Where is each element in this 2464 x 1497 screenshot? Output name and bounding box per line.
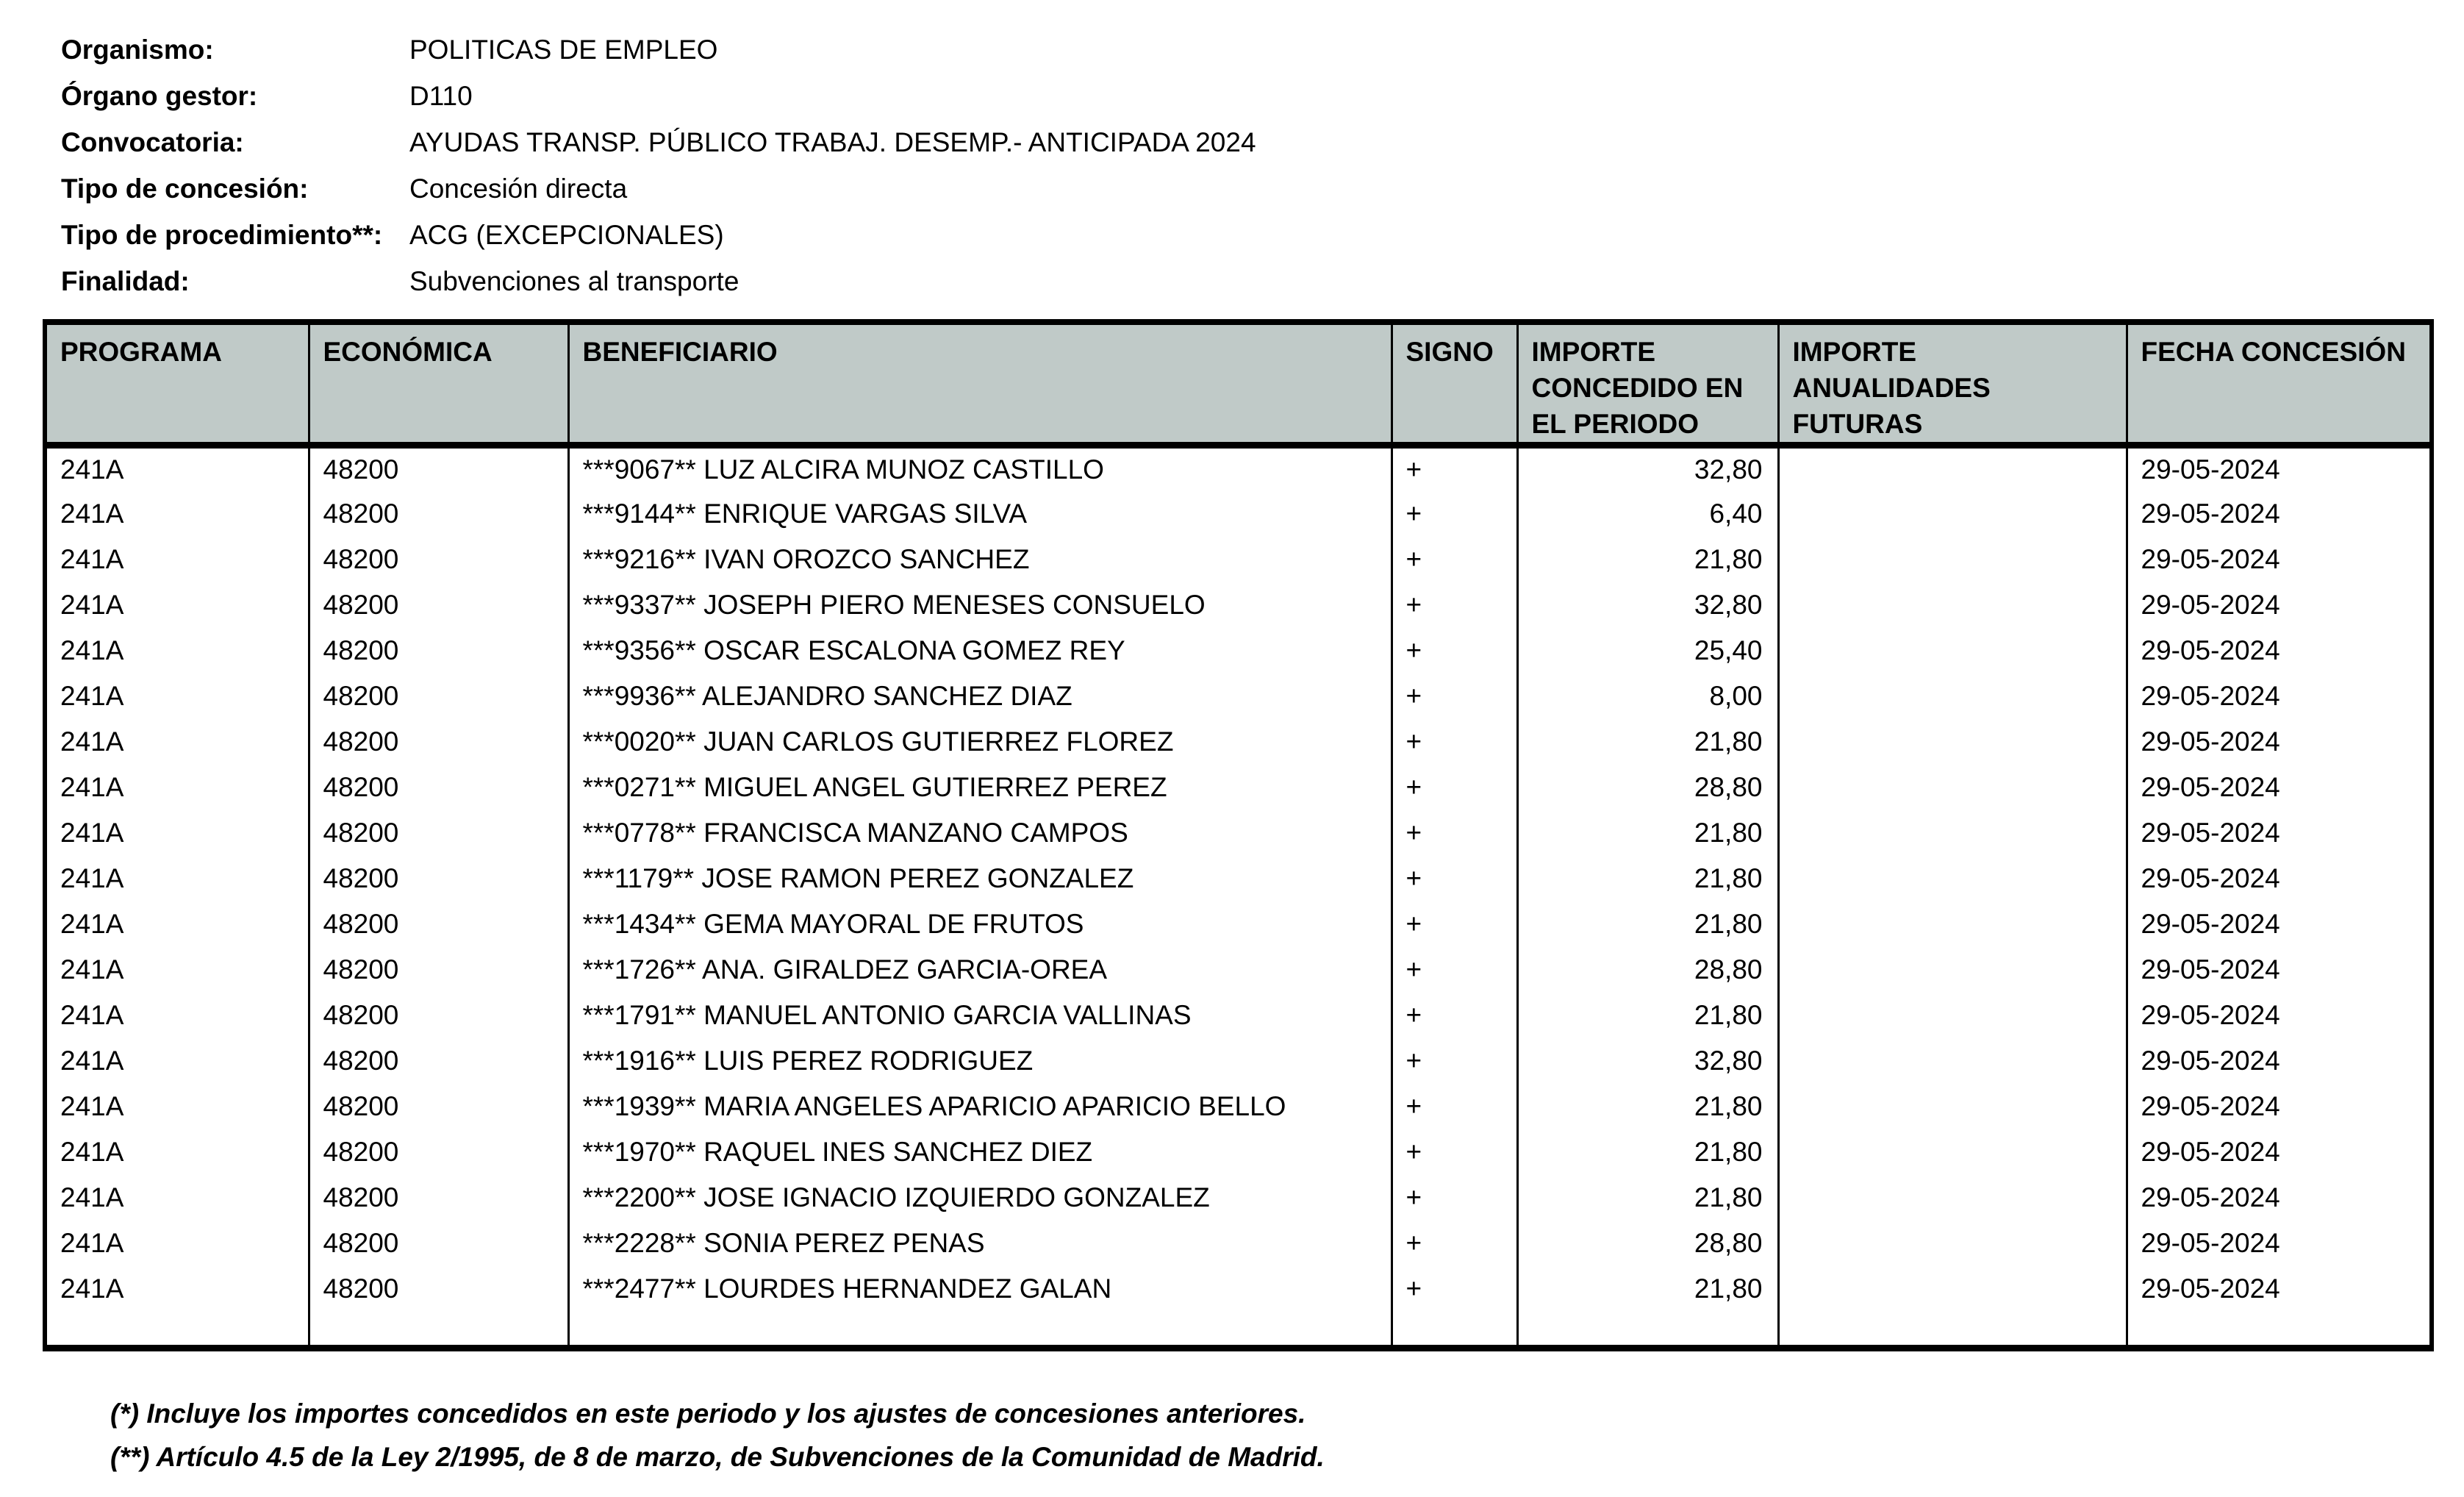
beneficiario-cell: ***2477** LOURDES HERNANDEZ GALAN (568, 1266, 1392, 1312)
signo-cell: + (1392, 901, 1517, 947)
fecha-concesion-cell: 29-05-2024 (2127, 765, 2432, 810)
table-row (45, 901, 2432, 947)
beneficiario-cell: ***0020** JUAN CARLOS GUTIERREZ FLOREZ (568, 719, 1392, 765)
signo-cell: + (1392, 1038, 1517, 1084)
fecha-concesion-cell: 29-05-2024 (2127, 993, 2432, 1038)
signo-cell: + (1392, 856, 1517, 901)
table-row (45, 1175, 2432, 1221)
importe-concedido-cell: 21,80 (1517, 1084, 1778, 1129)
metadata-row (61, 165, 1256, 212)
signo-cell: + (1392, 491, 1517, 537)
signo-cell: + (1392, 1175, 1517, 1221)
importe-concedido-cell: 6,40 (1517, 491, 1778, 537)
signo-cell: + (1392, 947, 1517, 993)
spacer-cell (2127, 1312, 2432, 1348)
signo-cell: + (1392, 1129, 1517, 1175)
economica-cell: 48200 (309, 674, 568, 719)
concessions-table (43, 319, 2434, 1351)
column-header-importe-anualidades: IMPORTE ANUALIDADES FUTURAS (1778, 322, 2127, 446)
programa-cell: 241A (45, 1084, 309, 1129)
programa-cell: 241A (45, 628, 309, 674)
economica-cell: 48200 (309, 901, 568, 947)
metadata-label: Órgano gestor: (61, 80, 258, 111)
spacer-cell (309, 1312, 568, 1348)
fecha-concesion-cell: 29-05-2024 (2127, 674, 2432, 719)
programa-cell: 241A (45, 446, 309, 491)
importe-anualidades-cell (1778, 1266, 2127, 1312)
economica-cell: 48200 (309, 537, 568, 582)
importe-anualidades-cell (1778, 947, 2127, 993)
importe-anualidades-cell (1778, 901, 2127, 947)
beneficiario-cell: ***0271** MIGUEL ANGEL GUTIERREZ PEREZ (568, 765, 1392, 810)
programa-cell: 241A (45, 765, 309, 810)
signo-cell: + (1392, 674, 1517, 719)
table-row (45, 674, 2432, 719)
table-spacer-row (45, 1312, 2432, 1348)
footnote-periodo: (*) Incluye los importes concedidos en este periodo y los ajustes de concesiones anteriores. (110, 1398, 1306, 1429)
economica-cell: 48200 (309, 947, 568, 993)
metadata-value: POLITICAS DE EMPLEO (409, 34, 718, 65)
table-row (45, 947, 2432, 993)
importe-anualidades-cell (1778, 1084, 2127, 1129)
fecha-concesion-cell: 29-05-2024 (2127, 1266, 2432, 1312)
spacer-cell (1392, 1312, 1517, 1348)
fecha-concesion-cell: 29-05-2024 (2127, 582, 2432, 628)
table-row (45, 537, 2432, 582)
metadata-label: Finalidad: (61, 265, 190, 296)
table-row (45, 993, 2432, 1038)
programa-cell: 241A (45, 719, 309, 765)
importe-anualidades-cell (1778, 719, 2127, 765)
economica-cell: 48200 (309, 1266, 568, 1312)
programa-cell: 241A (45, 1266, 309, 1312)
metadata-row (61, 119, 1256, 165)
importe-anualidades-cell (1778, 537, 2127, 582)
metadata-row (61, 212, 1256, 258)
table-row (45, 491, 2432, 537)
metadata-row (61, 73, 1256, 119)
importe-concedido-cell: 21,80 (1517, 719, 1778, 765)
beneficiario-cell: ***9144** ENRIQUE VARGAS SILVA (568, 491, 1392, 537)
metadata-value: Subvenciones al transporte (409, 265, 739, 296)
importe-anualidades-cell (1778, 856, 2127, 901)
importe-anualidades-cell (1778, 1175, 2127, 1221)
fecha-concesion-cell: 29-05-2024 (2127, 1084, 2432, 1129)
programa-cell: 241A (45, 1129, 309, 1175)
metadata-row (61, 26, 1256, 73)
economica-cell: 48200 (309, 1221, 568, 1266)
signo-cell: + (1392, 446, 1517, 491)
importe-concedido-cell: 32,80 (1517, 1038, 1778, 1084)
importe-concedido-cell: 21,80 (1517, 993, 1778, 1038)
importe-concedido-cell: 21,80 (1517, 901, 1778, 947)
economica-cell: 48200 (309, 1084, 568, 1129)
fecha-concesion-cell: 29-05-2024 (2127, 901, 2432, 947)
economica-cell: 48200 (309, 628, 568, 674)
programa-cell: 241A (45, 993, 309, 1038)
programa-cell: 241A (45, 901, 309, 947)
economica-cell: 48200 (309, 582, 568, 628)
signo-cell: + (1392, 810, 1517, 856)
economica-cell: 48200 (309, 1175, 568, 1221)
importe-concedido-cell: 21,80 (1517, 810, 1778, 856)
importe-concedido-cell: 21,80 (1517, 856, 1778, 901)
fecha-concesion-cell: 29-05-2024 (2127, 491, 2432, 537)
signo-cell: + (1392, 1221, 1517, 1266)
importe-concedido-cell: 21,80 (1517, 537, 1778, 582)
importe-concedido-cell: 32,80 (1517, 582, 1778, 628)
economica-cell: 48200 (309, 993, 568, 1038)
signo-cell: + (1392, 1084, 1517, 1129)
metadata-value: Concesión directa (409, 173, 628, 204)
footnote-ley: (**) Artículo 4.5 de la Ley 2/1995, de 8 de marzo, de Subvenciones de la Comunidad de Madrid. (110, 1442, 1325, 1472)
economica-cell: 48200 (309, 446, 568, 491)
document-metadata (61, 26, 1256, 304)
beneficiario-cell: ***9337** JOSEPH PIERO MENESES CONSUELO (568, 582, 1392, 628)
importe-anualidades-cell (1778, 1221, 2127, 1266)
programa-cell: 241A (45, 582, 309, 628)
beneficiario-cell: ***1916** LUIS PEREZ RODRIGUEZ (568, 1038, 1392, 1084)
importe-anualidades-cell (1778, 582, 2127, 628)
table-row (45, 1038, 2432, 1084)
programa-cell: 241A (45, 856, 309, 901)
importe-anualidades-cell (1778, 1038, 2127, 1084)
beneficiario-cell: ***9067** LUZ ALCIRA MUNOZ CASTILLO (568, 446, 1392, 491)
metadata-value: D110 (409, 80, 473, 111)
programa-cell: 241A (45, 810, 309, 856)
table-row (45, 1129, 2432, 1175)
column-header-importe-concedido: IMPORTE CONCEDIDO EN EL PERIODO (1517, 322, 1778, 446)
beneficiario-cell: ***9356** OSCAR ESCALONA GOMEZ REY (568, 628, 1392, 674)
importe-concedido-cell: 28,80 (1517, 765, 1778, 810)
fecha-concesion-cell: 29-05-2024 (2127, 810, 2432, 856)
metadata-label: Tipo de procedimiento**: (61, 219, 383, 250)
spacer-cell (568, 1312, 1392, 1348)
table-row (45, 719, 2432, 765)
table-row (45, 856, 2432, 901)
table-header-row (45, 322, 2432, 446)
table-row (45, 1084, 2432, 1129)
importe-concedido-cell: 21,80 (1517, 1266, 1778, 1312)
fecha-concesion-cell: 29-05-2024 (2127, 446, 2432, 491)
importe-anualidades-cell (1778, 491, 2127, 537)
economica-cell: 48200 (309, 856, 568, 901)
programa-cell: 241A (45, 674, 309, 719)
signo-cell: + (1392, 1266, 1517, 1312)
importe-concedido-cell: 21,80 (1517, 1129, 1778, 1175)
economica-cell: 48200 (309, 1038, 568, 1084)
importe-concedido-cell: 32,80 (1517, 446, 1778, 491)
table-row (45, 628, 2432, 674)
programa-cell: 241A (45, 1038, 309, 1084)
fecha-concesion-cell: 29-05-2024 (2127, 856, 2432, 901)
economica-cell: 48200 (309, 1129, 568, 1175)
signo-cell: + (1392, 537, 1517, 582)
fecha-concesion-cell: 29-05-2024 (2127, 628, 2432, 674)
beneficiario-cell: ***2200** JOSE IGNACIO IZQUIERDO GONZALEZ (568, 1175, 1392, 1221)
signo-cell: + (1392, 582, 1517, 628)
beneficiario-cell: ***1970** RAQUEL INES SANCHEZ DIEZ (568, 1129, 1392, 1175)
beneficiario-cell: ***1791** MANUEL ANTONIO GARCIA VALLINAS (568, 993, 1392, 1038)
signo-cell: + (1392, 628, 1517, 674)
importe-concedido-cell: 8,00 (1517, 674, 1778, 719)
footnotes (110, 1392, 1325, 1479)
column-header-beneficiario: BENEFICIARIO (568, 322, 1392, 446)
importe-anualidades-cell (1778, 993, 2127, 1038)
spacer-cell (45, 1312, 309, 1348)
programa-cell: 241A (45, 1175, 309, 1221)
importe-anualidades-cell (1778, 674, 2127, 719)
importe-anualidades-cell (1778, 446, 2127, 491)
beneficiario-cell: ***1434** GEMA MAYORAL DE FRUTOS (568, 901, 1392, 947)
metadata-row (61, 258, 1256, 304)
programa-cell: 241A (45, 1221, 309, 1266)
fecha-concesion-cell: 29-05-2024 (2127, 1038, 2432, 1084)
importe-anualidades-cell (1778, 810, 2127, 856)
programa-cell: 241A (45, 491, 309, 537)
beneficiario-cell: ***9936** ALEJANDRO SANCHEZ DIAZ (568, 674, 1392, 719)
table-row (45, 765, 2432, 810)
fecha-concesion-cell: 29-05-2024 (2127, 1221, 2432, 1266)
fecha-concesion-cell: 29-05-2024 (2127, 1129, 2432, 1175)
signo-cell: + (1392, 993, 1517, 1038)
beneficiario-cell: ***1726** ANA. GIRALDEZ GARCIA-OREA (568, 947, 1392, 993)
beneficiario-cell: ***0778** FRANCISCA MANZANO CAMPOS (568, 810, 1392, 856)
table-row (45, 446, 2432, 491)
metadata-label: Organismo: (61, 34, 214, 65)
importe-anualidades-cell (1778, 1129, 2127, 1175)
economica-cell: 48200 (309, 491, 568, 537)
beneficiario-cell: ***2228** SONIA PEREZ PENAS (568, 1221, 1392, 1266)
programa-cell: 241A (45, 537, 309, 582)
economica-cell: 48200 (309, 810, 568, 856)
programa-cell: 241A (45, 947, 309, 993)
economica-cell: 48200 (309, 765, 568, 810)
signo-cell: + (1392, 765, 1517, 810)
table-row (45, 1266, 2432, 1312)
column-header-signo: SIGNO (1392, 322, 1517, 446)
table-row (45, 1221, 2432, 1266)
importe-concedido-cell: 25,40 (1517, 628, 1778, 674)
beneficiario-cell: ***1939** MARIA ANGELES APARICIO APARICIO BELLO (568, 1084, 1392, 1129)
metadata-label: Tipo de concesión: (61, 173, 309, 204)
column-header-programa: PROGRAMA (45, 322, 309, 446)
importe-concedido-cell: 21,80 (1517, 1175, 1778, 1221)
economica-cell: 48200 (309, 719, 568, 765)
importe-concedido-cell: 28,80 (1517, 947, 1778, 993)
importe-anualidades-cell (1778, 765, 2127, 810)
column-header-economica: ECONÓMICA (309, 322, 568, 446)
metadata-label: Convocatoria: (61, 126, 244, 157)
spacer-cell (1517, 1312, 1778, 1348)
table-row (45, 582, 2432, 628)
fecha-concesion-cell: 29-05-2024 (2127, 947, 2432, 993)
table-row (45, 810, 2432, 856)
metadata-value: ACG (EXCEPCIONALES) (409, 219, 724, 250)
column-header-fecha-concesion: FECHA CONCESIÓN (2127, 322, 2432, 446)
beneficiario-cell: ***1179** JOSE RAMON PEREZ GONZALEZ (568, 856, 1392, 901)
beneficiario-cell: ***9216** IVAN OROZCO SANCHEZ (568, 537, 1392, 582)
fecha-concesion-cell: 29-05-2024 (2127, 537, 2432, 582)
importe-concedido-cell: 28,80 (1517, 1221, 1778, 1266)
signo-cell: + (1392, 719, 1517, 765)
spacer-cell (1778, 1312, 2127, 1348)
importe-anualidades-cell (1778, 628, 2127, 674)
metadata-value: AYUDAS TRANSP. PÚBLICO TRABAJ. DESEMP.- ANTICIPADA 2024 (409, 126, 1256, 157)
fecha-concesion-cell: 29-05-2024 (2127, 1175, 2432, 1221)
fecha-concesion-cell: 29-05-2024 (2127, 719, 2432, 765)
